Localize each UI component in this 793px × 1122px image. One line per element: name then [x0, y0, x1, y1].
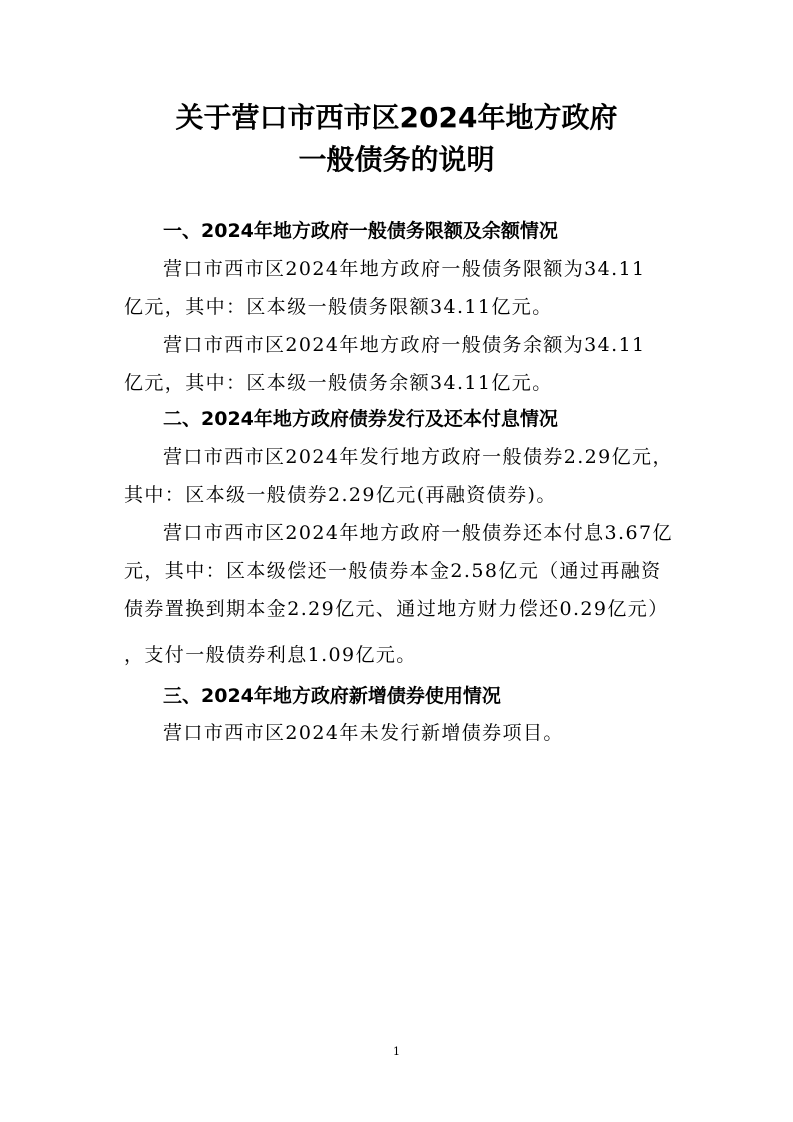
page-number: 1	[393, 1045, 400, 1058]
section-2-paragraph-2-line-2: 元，其中：区本级偿还一般债券本金2.58亿元（通过再融资	[124, 560, 662, 582]
section-2-paragraph-1-line-1: 营口市西市区2024年发行地方政府一般债券2.29亿元，	[163, 446, 673, 468]
document-title-line-2: 一般债务的说明	[298, 143, 495, 176]
document-title-line-1: 关于营口市西市区2024年地方政府	[175, 101, 618, 134]
section-1-paragraph-2-line-1: 营口市西市区2024年地方政府一般债务余额为34.11	[163, 334, 646, 356]
section-2-heading: 二、2024年地方政府债券发行及还本付息情况	[163, 408, 558, 430]
section-1-paragraph-1-line-1: 营口市西市区2024年地方政府一般债务限额为34.11	[163, 258, 646, 280]
section-2-paragraph-2-line-3: 债券置换到期本金2.29亿元、通过地方财力偿还0.29亿元）	[124, 598, 669, 620]
section-2-paragraph-1-line-2: 其中：区本级一般债券2.29亿元(再融资债券)。	[124, 484, 557, 506]
section-3-heading: 三、2024年地方政府新增债券使用情况	[163, 685, 501, 707]
section-1-paragraph-1-line-2: 亿元，其中：区本级一般债务限额34.11亿元。	[124, 296, 553, 318]
section-3-paragraph-1-line-1: 营口市西市区2024年未发行新增债券项目。	[163, 722, 564, 744]
section-2-paragraph-2-line-4: ，支付一般债券利息1.09亿元。	[124, 644, 417, 666]
section-2-paragraph-2-line-1: 营口市西市区2024年地方政府一般债券还本付息3.67亿	[163, 522, 673, 544]
section-1-heading: 一、2024年地方政府一般债务限额及余额情况	[163, 220, 558, 242]
section-1-paragraph-2-line-2: 亿元，其中：区本级一般债务余额34.11亿元。	[124, 372, 553, 394]
